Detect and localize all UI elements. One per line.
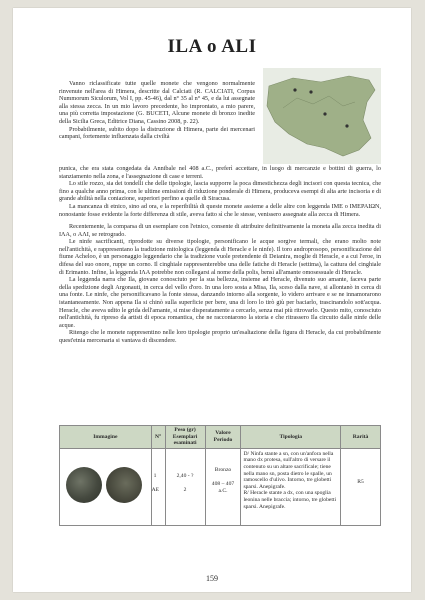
map-marker: [293, 88, 296, 91]
row-period: 408 – 407 a.C.: [211, 481, 235, 494]
coin-table: [59, 425, 381, 526]
row-obverse: D/ Ninfa stante a sn, con un'anfora nella mano dx protesa, sull'altro di versare il contenuto su un altare sacrificale; tiene nella mano sn, posta dietro le spalle, un ramoscello d'ulivo. Intorno, tre globetti sparsi. Anepigrafe.: [243, 450, 334, 490]
header-typology: Tipologia: [241, 426, 341, 449]
map-marker: [309, 90, 312, 93]
header-weight: Peso (gr) Esemplari esaminati: [165, 426, 205, 449]
row-metal: AE: [151, 487, 160, 494]
coin-obverse-image: [66, 467, 102, 503]
paragraph: Recentemente, la comparsa di un esemplare con l'etnico, consente di attribuire definitivamente la moneta alla zecca inedita di ΙΛΑ, o ΑΛΙ, se retrogrado.: [59, 223, 381, 238]
paragraph: Vanno riclassificate tutte quelle monete che vengono normalmente rinvenute nell'area di Himera, descritte dal Calciati (R. CALCIATI, Corpus Nummorum Siculorum, Vol I, pp. 45-46), dal n° 35 al n° 45, e da lui assegnate alla stessa zecca. In un mio lavoro precedente, ho improntato, a mio parere, una più corretta impostazione (G. BUCETI, Alcune monete di bronzo inedite della Sicilia Greca, Editrice Diana, Cassino 2008, p. 22).: [59, 80, 255, 125]
row-examined: 2: [183, 487, 187, 494]
table-header-row: [60, 426, 381, 449]
paragraph: punica, che era stata congedata da Annibale nel 408 a.C., preferì accettare, in luogo di mercanzie e bottini di guerra, lo stanziamento nella zona, e l'assegnazione di case e terreni.: [59, 165, 381, 180]
intro-text: [59, 80, 255, 141]
cell-weight: [165, 448, 205, 525]
paragraph: Ritengo che le monete rappresentino nelle loro tipologie proprio un'esaltazione della figura di Heracle, da cui probabilmente quest'etnia mercenaria si vantava di discendere.: [59, 329, 381, 344]
row-weight: 2,40 - ?: [176, 472, 194, 479]
row-number: 1: [153, 472, 157, 479]
paragraph: Probabilmente, subito dopo la distruzione di Himera, parte dei mercenari campani, fortemente influenzata dalla civiltà: [59, 125, 255, 141]
header-image: Immagine: [60, 426, 152, 449]
header-number: N°: [151, 426, 165, 449]
coin-images: [60, 448, 152, 525]
cell-typology: [241, 448, 341, 525]
map-marker: [323, 112, 326, 115]
table-row: [60, 448, 381, 525]
cell-number: [151, 448, 165, 525]
paragraph: Le ninfe sacrificanti, riprodotte su diverse tipologie, personificano le acque sorgive termali, che erano molto note nell'antichità, e rappresentano la tradizione mitologica (leggenda di Heracle e le ninfe). Il toro androprosopo, personificazione del fiume Acheloo, è un personaggio leggendario che la tradizione vuole pretendente di Deianira, moglie di Heracle, e a cui l'eroe, in difesa del suo onore, ruppe un corno. Il cinghiale rappresenterebbe una delle fatiche di Heracle (settima), la cattura del cinghiale di Erimanto. Infine, la leggenda ΙΛΑ potrebbe non collegarsi al nome della polis, bensì all'amante omosessuale di Heracle.: [59, 238, 381, 276]
paragraph: La mancanza di etnico, sino ad ora, e la reperibilità di queste monete assieme a delle altre con leggenda IME o ΙΜΕΡΑΙΩΝ, nonostante fosse evidente la forte differenza di stile, aveva fatto sì che le stesse, venissero assegnate alla zecca di Himera.: [59, 202, 381, 218]
row-reverse: R/ Heracle stante a dx, con una spoglia leonina nelle braccia; intorno, tre globetti sparsi. Anepigrafe.: [243, 490, 337, 510]
header-value: Valore Periodo: [205, 426, 241, 449]
page-number: 159: [206, 574, 218, 583]
cell-value: [205, 448, 241, 525]
row-value: Bronzo: [214, 466, 232, 473]
header-rarity: Rarità: [341, 426, 381, 449]
paragraph: Lo stile rozzo, sia dei tondelli che delle tipologie, lascia supporre la poca dimestichezza degli incisori con questa tecnica, che fino a qualche anno prima, con le ultime emissioni di riduzione ponderale di Himera, produceva esempi di alta arte incisoria e di grande abilità nella coniazione, superiori perfino a quelle di Siracusa.: [59, 180, 381, 203]
text-block-top: [59, 165, 381, 218]
page-title: ILA o ALI: [167, 36, 257, 57]
document-page: [13, 8, 411, 592]
text-block-body: [59, 223, 381, 345]
sicily-map: [263, 68, 381, 164]
paragraph: La leggenda narra che Ila, giovane conosciuto per la sua bellezza, insieme ad Heracle, divenuto suo amante, faceva parte della spedizione degli Argonauti, in cerca del vello d'oro. In una loro sosta a Misa, Ila, sceso dalla nave, si allontanò in cerca di una fonte. Le ninfe, che personificavano la fonte stessa, danzando intorno alla sorgente, lo videro arrivare e se ne innamorarono istantaneamente. Non appena Ila si chinò sulla superficie per bere, una di loro lo tirò giù per baciarlo, trascinandolo sott'acqua. Heracle, che aveva udito le grida dell'amante, si mise disperatamente a cercarlo, senza mai più ritrovarlo. Questo mito, conosciuto nell'antichità, fu ripreso da artisti di epoca romantica, che ne raccontarono la storia e che ritrassero Ila circuito dalle ninfe delle acque.: [59, 276, 381, 329]
cell-rarity: R5: [341, 448, 381, 525]
coin-reverse-image: [106, 467, 142, 503]
map-marker: [345, 124, 348, 127]
